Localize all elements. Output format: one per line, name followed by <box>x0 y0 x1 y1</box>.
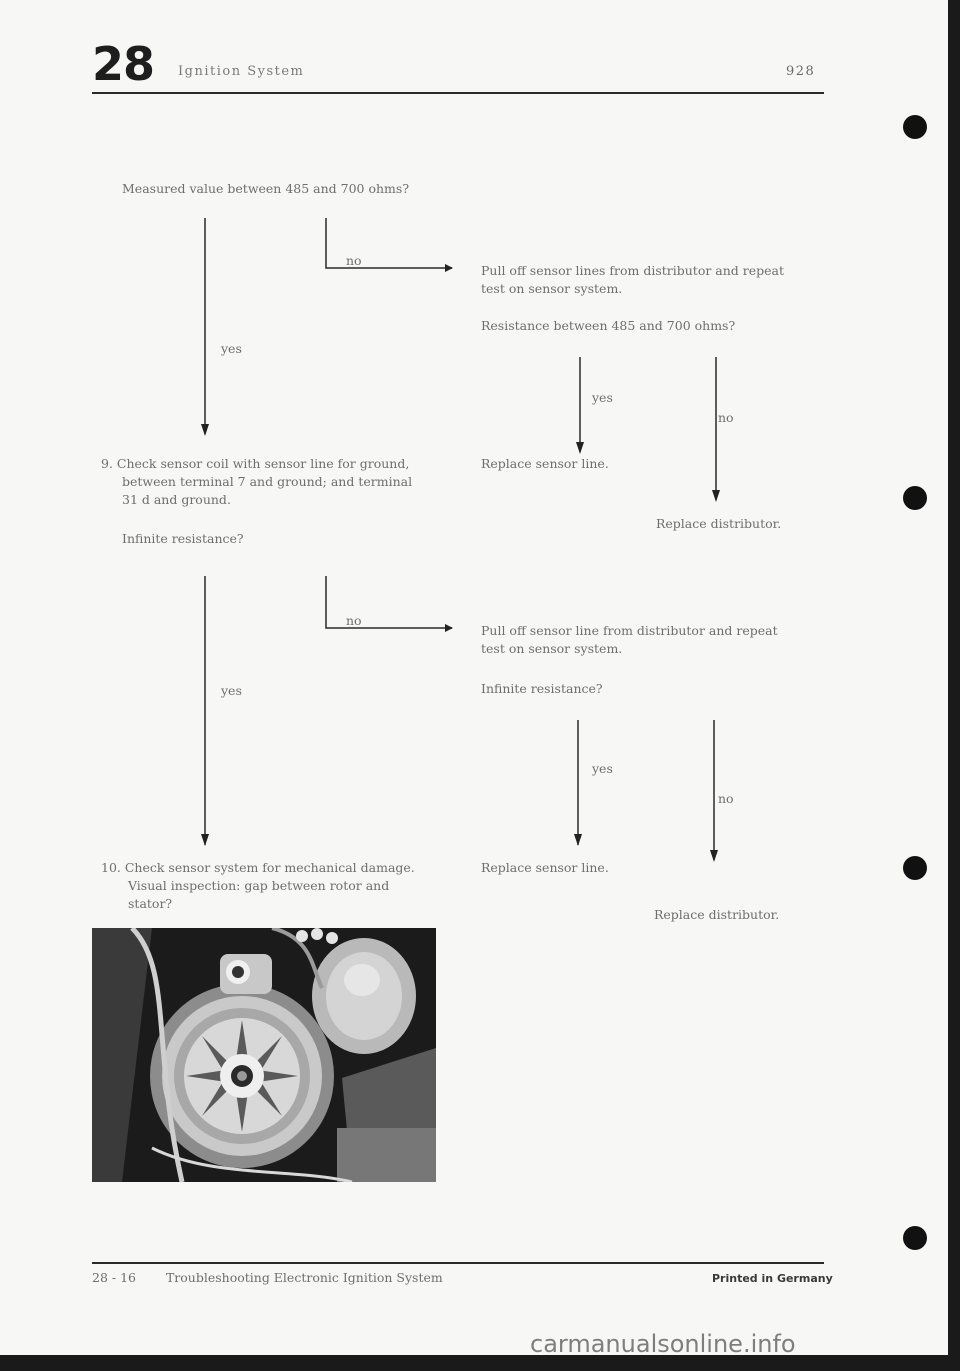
action-pull-sensor-line-cont: test on sensor system. <box>481 641 623 656</box>
yes-label: yes <box>221 683 242 698</box>
result-replace-sensor-line: Replace sensor line. <box>481 860 609 875</box>
result-replace-distributor: Replace distributor. <box>654 907 780 922</box>
yes-label: yes <box>221 341 242 356</box>
sub-no-label: no <box>718 410 734 425</box>
step-10-text-cont: stator? <box>128 896 173 911</box>
question-sub-resistance: Resistance between 485 and 700 ohms? <box>481 318 736 333</box>
printed-in-germany: Printed in Germany <box>712 1272 833 1285</box>
step-10-text: 10. Check sensor system for mechanical damage. <box>101 860 415 875</box>
result-replace-sensor-line: Replace sensor line. <box>481 456 609 471</box>
sub-no-label: no <box>718 791 734 806</box>
step-9-text-cont: between terminal 7 and ground; and terminal <box>122 474 413 489</box>
question-resistance: Measured value between 485 and 700 ohms? <box>122 181 410 196</box>
action-pull-sensor-lines-cont: test on sensor system. <box>481 281 623 296</box>
step-9-question: Infinite resistance? <box>122 531 244 546</box>
distributor-photo <box>92 928 436 1182</box>
step-9-text: 9. Check sensor coil with sensor line for ground, <box>101 456 410 471</box>
sub-yes-label: yes <box>592 761 613 776</box>
result-replace-distributor: Replace distributor. <box>656 516 782 531</box>
watermark: carmanualsonline.info <box>530 1330 796 1358</box>
footer-rule <box>92 1262 824 1264</box>
footer-page-and-section <box>92 1270 443 1285</box>
sub-yes-label: yes <box>592 390 613 405</box>
action-pull-sensor-lines: Pull off sensor lines from distributor and repeat <box>481 263 785 278</box>
question-infinite-resistance: Infinite resistance? <box>481 681 603 696</box>
no-path-arrow <box>326 218 452 268</box>
step-9-text-cont: 31 d and ground. <box>122 492 231 507</box>
no-path-arrow <box>326 576 452 628</box>
no-label: no <box>346 613 362 628</box>
action-pull-sensor-line: Pull off sensor line from distributor and repeat <box>481 623 778 638</box>
page-number: 28 - 16 <box>92 1270 136 1285</box>
model-number: 928 <box>786 64 816 79</box>
section-title: Troubleshooting Electronic Ignition System <box>165 1270 443 1285</box>
step-10-text-cont: Visual inspection: gap between rotor and <box>128 878 390 893</box>
chapter-number: 28 <box>92 37 155 91</box>
no-label: no <box>346 253 362 268</box>
chapter-title: Ignition System <box>178 64 305 79</box>
